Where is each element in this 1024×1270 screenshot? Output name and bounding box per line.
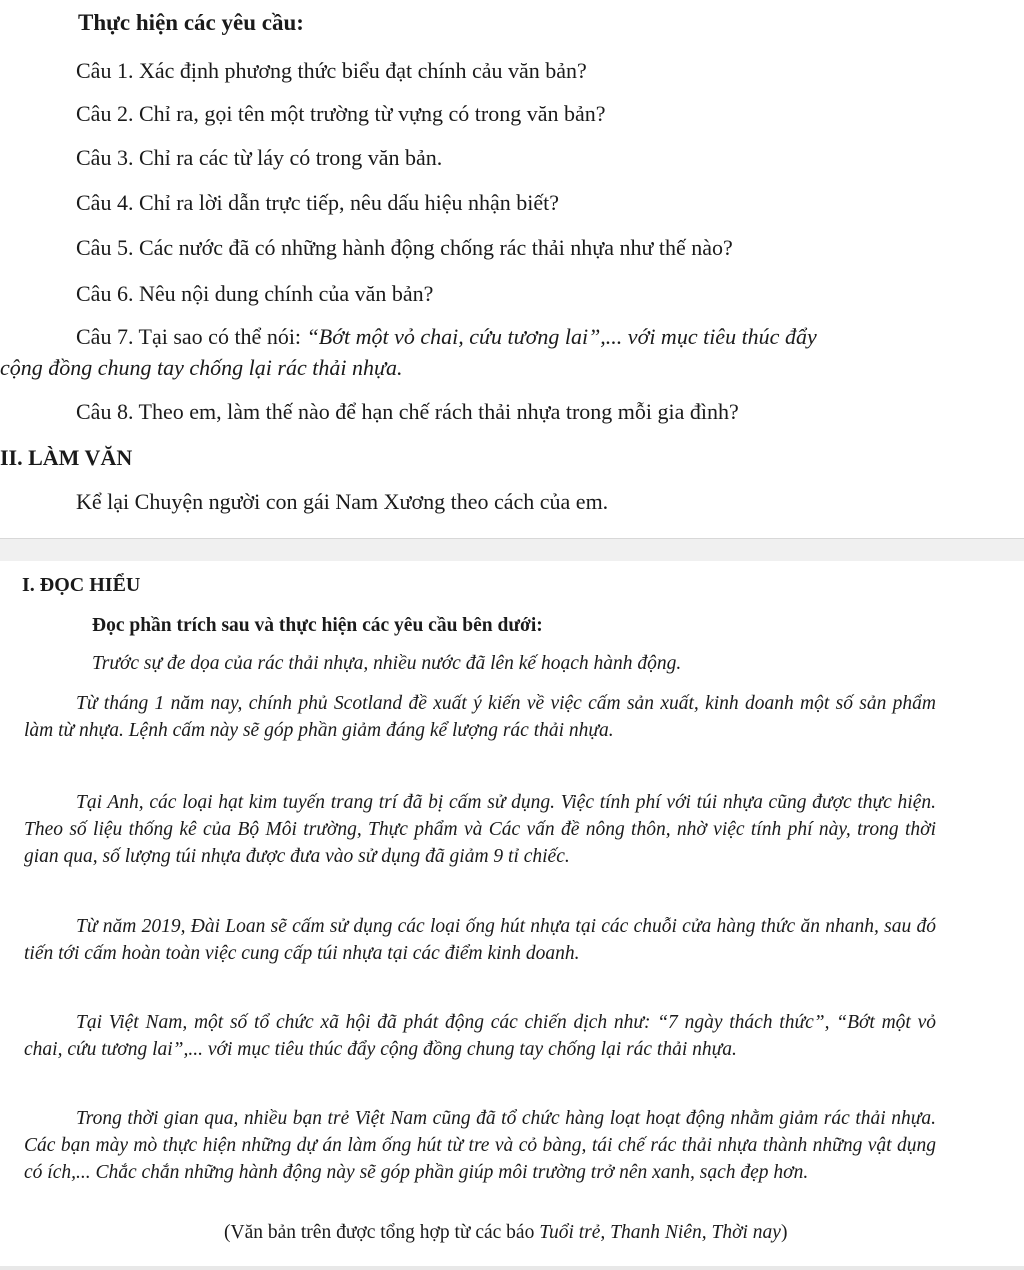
- bottom-edge: [0, 1266, 1024, 1270]
- question-5: Câu 5. Các nước đã có những hành động chống rác thải nhựa như thế nào?: [76, 235, 733, 260]
- question-4: Câu 4. Chỉ ra lời dẫn trực tiếp, nêu dấu hiệu nhận biết?: [76, 190, 559, 215]
- passage-paragraph: Tại Anh, các loại hạt kim tuyến trang trí đã bị cấm sử dụng. Việc tính phí với túi nhựa cũng được thực hiện. Theo số liệu thống kê của Bộ Môi trường, Thực phẩm và Các vấn đề nông thôn, nhờ việc tính phí này, trong thời gian qua, số lượng túi nhựa được đưa vào sử dụng đã giảm 9 tỉ chiếc.: [24, 792, 936, 867]
- reading-instruction: Đọc phần trích sau và thực hiện các yêu cầu bên dưới:: [92, 615, 543, 636]
- question-7: [76, 324, 817, 350]
- question-7-prefix: Câu 7. Tại sao có thể nói:: [76, 324, 307, 349]
- question-3: Câu 3. Chỉ ra các từ láy có trong văn bản.: [76, 145, 443, 170]
- document-top-section: [0, 0, 1024, 538]
- question-7-quote: “Bớt một vỏ chai, cứu tương lai”,... với mục tiêu thúc đẩy: [306, 324, 817, 349]
- passage-paragraph: Tại Việt Nam, một số tổ chức xã hội đã phát động các chiến dịch như: “7 ngày thách thức”, “Bớt một vỏ chai, cứu tương lai”,... với mục tiêu thúc đẩy cộng đồng chung tay chống lại rác thải nhựa.: [24, 1012, 936, 1060]
- passage-paragraph: Từ năm 2019, Đài Loan sẽ cấm sử dụng các loại ống hút nhựa tại các chuỗi cửa hàng thức ăn nhanh, sau đó tiến tới cấm hoàn toàn việc cung cấp túi nhựa tại các điểm kinh doanh.: [24, 916, 936, 964]
- source-prefix: (Văn bản trên được tổng hợp từ các báo: [224, 1222, 540, 1243]
- section-2-heading: II. LÀM VĂN: [0, 445, 133, 470]
- section-2-task: Kể lại Chuyện người con gái Nam Xương theo cách của em.: [76, 489, 609, 514]
- source-suffix: ): [780, 1222, 788, 1243]
- source-citation: [224, 1222, 787, 1244]
- question-1: Câu 1. Xác định phương thức biểu đạt chính cảu văn bản?: [76, 58, 587, 83]
- section-1-heading: I. ĐỌC HIỂU: [22, 574, 141, 596]
- requirements-heading: Thực hiện các yêu cầu:: [78, 10, 304, 35]
- question-2: Câu 2. Chỉ ra, gọi tên một trường từ vựng có trong văn bản?: [76, 101, 606, 126]
- passage-paragraph: Trong thời gian qua, nhiều bạn trẻ Việt Nam cũng đã tổ chức hàng loạt hoạt động nhằm giảm rác thải nhựa. Các bạn mày mò thực hiện những dự án làm ống hút từ tre và cỏ bàng, tái chế rác thải nhựa thành những vật dụng có ích,... Chắc chắn những hành động này sẽ góp phần giúp môi trường trở nên xanh, sạch đẹp hơn.: [24, 1108, 936, 1183]
- page-separator: [0, 538, 1024, 562]
- question-6: Câu 6. Nêu nội dung chính của văn bản?: [76, 281, 434, 306]
- source-newspapers: Tuổi trẻ, Thanh Niên, Thời nay: [539, 1222, 781, 1243]
- passage-intro: Trước sự đe dọa của rác thải nhựa, nhiều nước đã lên kế hoạch hành động.: [92, 653, 682, 674]
- document-bottom-section: [0, 561, 1024, 1270]
- question-8: Câu 8. Theo em, làm thế nào để hạn chế rách thải nhựa trong mỗi gia đình?: [76, 399, 739, 424]
- question-7-continuation: cộng đồng chung tay chống lại rác thải nhựa.: [0, 355, 403, 380]
- passage-paragraph: Từ tháng 1 năm nay, chính phủ Scotland đề xuất ý kiến về việc cấm sản xuất, kinh doanh một số sản phẩm làm từ nhựa. Lệnh cấm này sẽ góp phần giảm đáng kể lượng rác thải nhựa.: [24, 693, 936, 741]
